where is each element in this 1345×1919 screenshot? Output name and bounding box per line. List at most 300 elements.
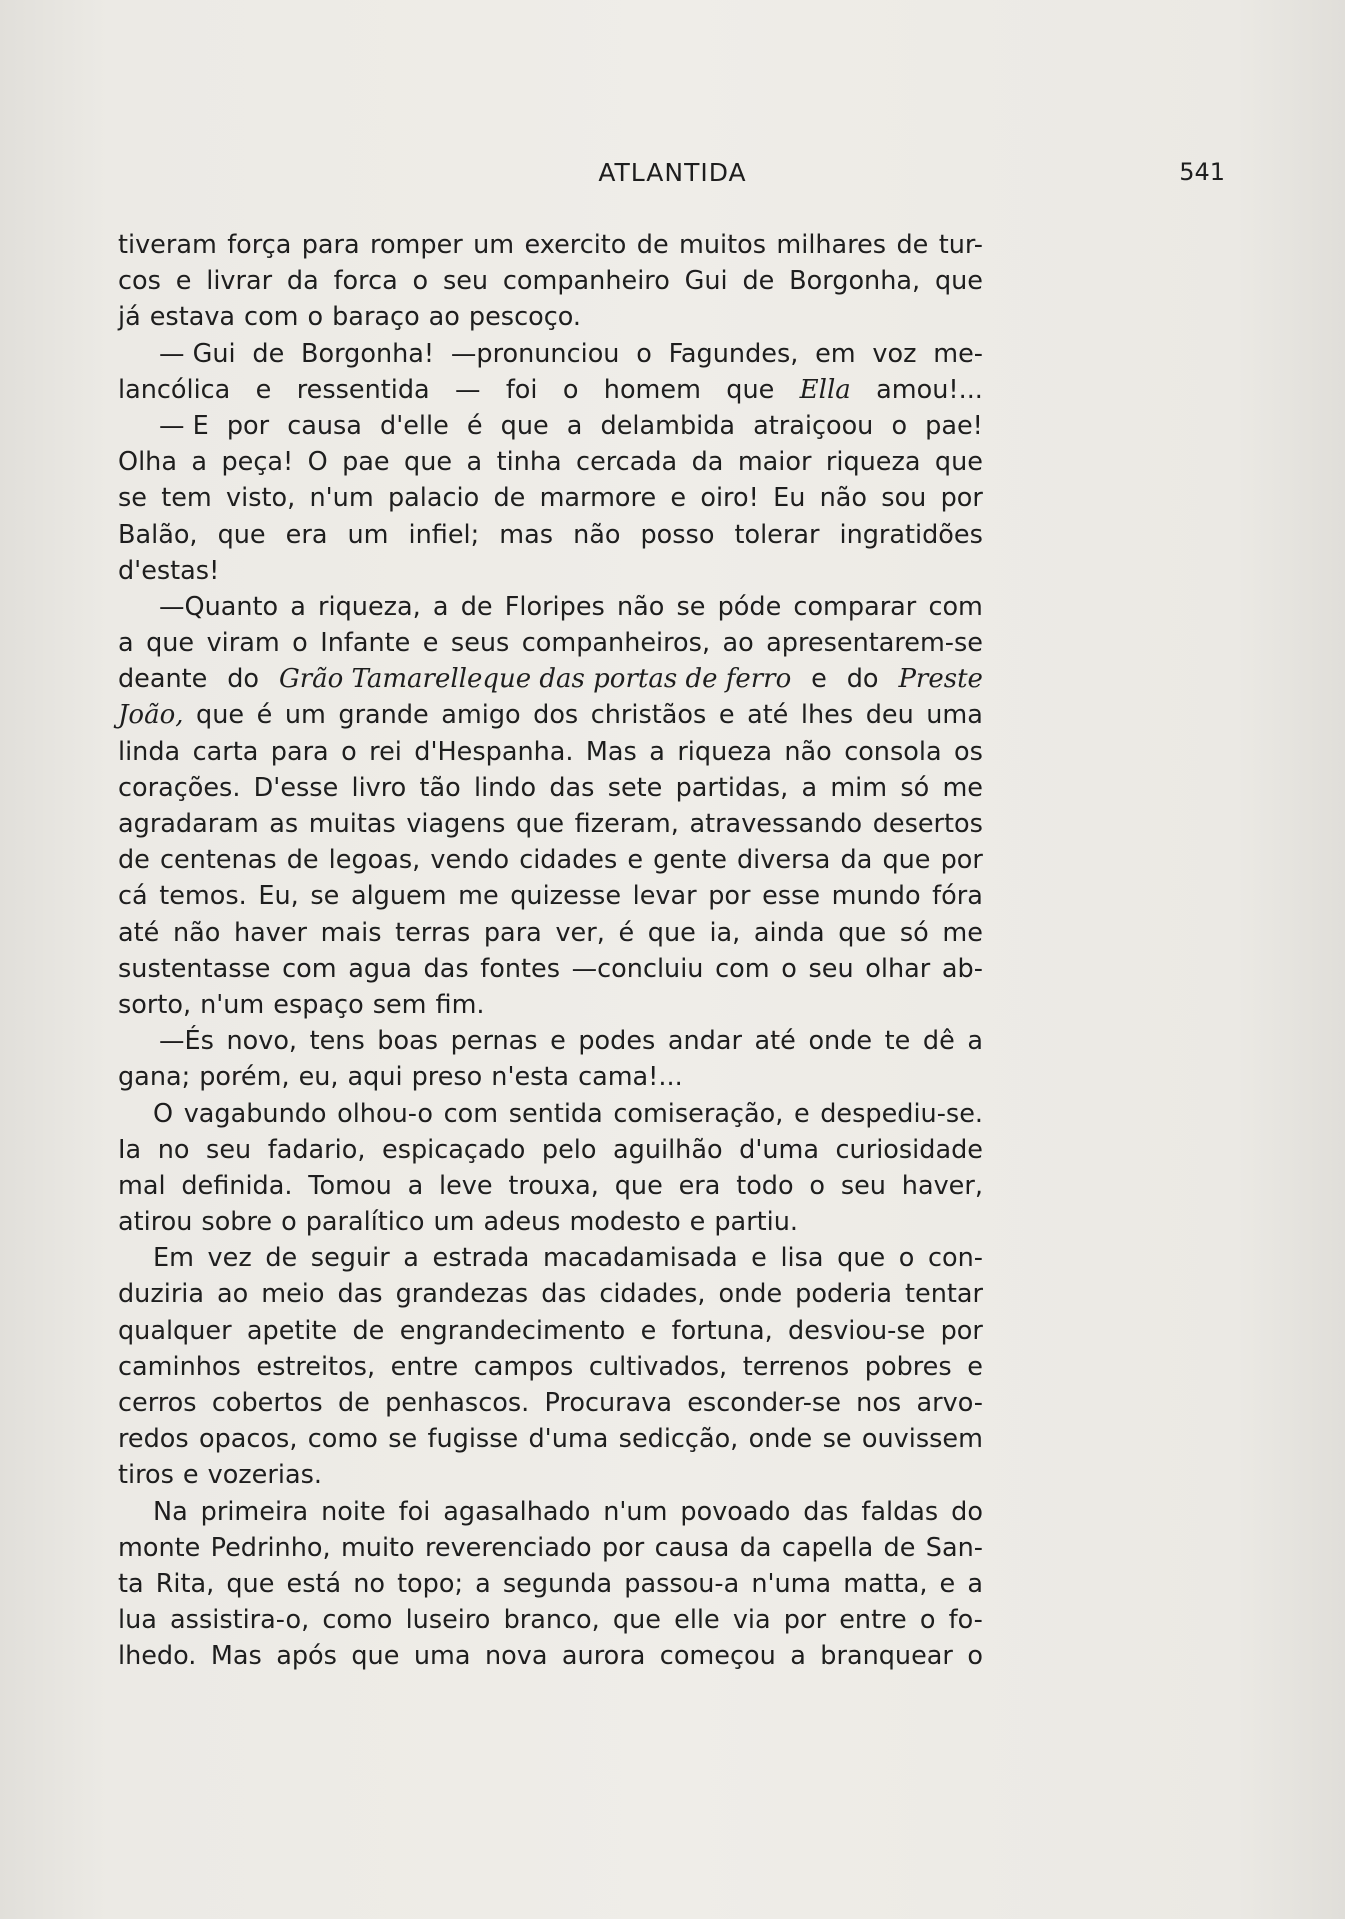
word: comparar (793, 591, 917, 622)
word: me (458, 881, 499, 912)
word: boas (377, 1026, 438, 1057)
word: visto, (226, 483, 296, 514)
word: penhascos. (385, 1388, 530, 1418)
word: esse (762, 881, 821, 912)
word: a (118, 628, 134, 659)
word: que (838, 917, 887, 948)
word (118, 1096, 173, 1132)
text-line (118, 1566, 983, 1602)
word: mas (499, 519, 554, 550)
word: muitos (679, 230, 767, 260)
text-line (118, 1132, 983, 1168)
word: olhou-o (337, 1098, 434, 1129)
word: por (226, 410, 270, 441)
word: que (516, 809, 565, 839)
word: atraiçoou (753, 410, 874, 441)
word: de (265, 1243, 298, 1274)
word: mais (320, 917, 382, 948)
word: Balão, (118, 519, 198, 550)
word: entre (839, 1605, 907, 1636)
word: para (483, 917, 542, 948)
word: que (614, 1170, 663, 1201)
word: faldas (861, 1496, 939, 1527)
word: não (616, 591, 665, 622)
word: Mas (210, 1641, 262, 1672)
word: D'esse (253, 772, 339, 803)
word: desertos (872, 809, 983, 839)
word: matta, (843, 1568, 928, 1599)
word: cos (118, 266, 161, 297)
text-line (118, 480, 983, 516)
word: livro (351, 772, 407, 803)
word: o (781, 953, 797, 984)
word: fadario, (267, 1134, 366, 1165)
word: haver (233, 917, 308, 948)
word: com (443, 1098, 499, 1129)
word: preso (411, 1062, 483, 1093)
word: forca (333, 266, 398, 297)
word: o (919, 1605, 936, 1636)
word: topo; (397, 1568, 464, 1599)
word: que (934, 266, 983, 297)
word: e (550, 1026, 566, 1057)
word: podes (578, 1026, 656, 1057)
word: o (292, 628, 308, 659)
word: a (649, 736, 665, 767)
word: cama!... (578, 1062, 683, 1093)
word: de (352, 1315, 385, 1346)
word: agasalhado (443, 1496, 591, 1527)
word: é (618, 917, 635, 948)
word: seus (450, 628, 510, 659)
word: estrada (432, 1243, 530, 1274)
word: exercito (524, 230, 627, 260)
word: causa (654, 1532, 730, 1563)
word: de (286, 845, 319, 876)
word: seguir (310, 1243, 390, 1274)
word: o (412, 266, 429, 297)
word: tão (419, 772, 461, 803)
word: póde (717, 591, 782, 622)
word: já (118, 302, 141, 333)
word: me- (933, 338, 983, 369)
word: dos (533, 700, 579, 731)
word-text: O (153, 1098, 174, 1129)
word: christãos (590, 700, 707, 731)
word: da (840, 845, 873, 876)
word: se (822, 1424, 852, 1455)
word: das (803, 1496, 849, 1527)
word: legoas, (328, 845, 421, 876)
text-line (118, 987, 983, 1023)
word: por (708, 881, 751, 912)
word: gana; (118, 1062, 191, 1093)
word: com (715, 953, 770, 984)
word: voz (872, 338, 917, 369)
word: o (562, 374, 579, 405)
word: companheiros, (521, 628, 711, 659)
word: viagens (406, 809, 506, 839)
running-title: ATLANTIDA (598, 158, 747, 187)
word: n'esta (491, 1062, 570, 1093)
word: primeira (200, 1496, 309, 1527)
word: de (896, 230, 929, 260)
word: Procurava (544, 1388, 672, 1418)
word: oiro! (700, 483, 759, 514)
word: e (670, 483, 687, 514)
word: maior (737, 447, 812, 478)
word: ao (217, 1279, 249, 1310)
word: macadamisada (543, 1243, 738, 1274)
text-line (118, 589, 983, 625)
word: adeus (483, 1207, 561, 1238)
word: ouvissem (861, 1424, 983, 1455)
text-line (118, 1168, 983, 1204)
word: me (942, 917, 983, 948)
word: deante (118, 664, 208, 695)
word: despediu-se. (820, 1098, 983, 1129)
word: o (281, 1207, 297, 1238)
word: das (423, 953, 469, 984)
body-text (118, 227, 983, 1675)
word (118, 408, 209, 444)
word: por (940, 845, 983, 876)
word: arvo- (916, 1388, 983, 1418)
word: pae! (925, 410, 983, 441)
word: assistira-o, (170, 1605, 310, 1636)
word: que (882, 845, 931, 876)
word: amou!... (876, 374, 983, 405)
word: onde (808, 1026, 873, 1057)
word: leve (439, 1170, 493, 1201)
text-line (118, 299, 983, 335)
word: apetite (246, 1315, 338, 1346)
word: n'um (200, 989, 265, 1020)
word: novo, (226, 1026, 298, 1057)
word: branco, (503, 1605, 600, 1636)
word: fugisse (427, 1424, 519, 1455)
word: branquear (820, 1641, 953, 1672)
word: cerros (118, 1388, 197, 1418)
word: deu (865, 700, 914, 731)
word: não (573, 519, 621, 550)
word: gente (653, 845, 727, 876)
word: do (951, 1496, 983, 1527)
word: as (269, 809, 299, 839)
word: haver, (901, 1170, 983, 1201)
word: vagabundo (183, 1098, 327, 1129)
word: grande (338, 700, 429, 731)
word: com (244, 302, 299, 333)
word: ingratidões (839, 519, 983, 550)
word: lisa (780, 1243, 824, 1274)
word: não (784, 736, 832, 767)
word: ao (722, 628, 754, 659)
word-text: —És (159, 1026, 214, 1057)
word: uma (413, 1641, 471, 1672)
word: um (433, 1207, 475, 1238)
word: o (809, 1170, 826, 1201)
word: delambida (600, 410, 736, 441)
word: cobertos (211, 1388, 323, 1418)
text-line (118, 1204, 983, 1240)
word: ab- (941, 953, 983, 984)
word: lindo (474, 772, 537, 803)
word: agua (348, 953, 412, 984)
word: só (900, 772, 930, 803)
word: em (815, 338, 856, 369)
word: Tomou (308, 1170, 392, 1201)
word: —concluiu (571, 953, 704, 984)
word: e (689, 1207, 706, 1238)
word: luseiro (405, 1605, 491, 1636)
word: ainda (753, 917, 825, 948)
word: meio (261, 1279, 325, 1310)
word: palacio (387, 483, 480, 514)
word: o (341, 736, 357, 767)
word (118, 1494, 188, 1530)
word: é (466, 410, 483, 441)
word: esconder-se (687, 1388, 841, 1418)
word: monte (118, 1532, 201, 1563)
word: força (227, 230, 292, 260)
word: uma (926, 700, 983, 731)
word: fontes (480, 953, 560, 984)
word: corações. (118, 772, 241, 803)
word: fortuna, (671, 1315, 773, 1346)
word: Ia (118, 1134, 142, 1165)
word: está (286, 1568, 342, 1599)
word: ta (118, 1568, 144, 1599)
word: tiros (118, 1460, 174, 1491)
word: após (276, 1641, 337, 1672)
word: que (500, 410, 549, 441)
text-line (118, 661, 983, 697)
text-line (118, 372, 983, 408)
text-line (118, 1530, 983, 1566)
word: que (226, 1568, 275, 1599)
word: lancólica (118, 374, 231, 405)
word: a (407, 1170, 424, 1201)
text-line (118, 408, 983, 444)
page-number: 541 (1179, 158, 1225, 186)
word-text: Na (153, 1496, 188, 1527)
word: noite (321, 1496, 386, 1527)
word: pae (342, 447, 390, 478)
word: tiveram (118, 230, 217, 260)
text-line (118, 1023, 983, 1059)
word: seu (206, 1134, 252, 1165)
word: do (227, 664, 260, 695)
word: Borgonha! (301, 338, 435, 369)
word: comiseração, (613, 1098, 784, 1129)
word: e (422, 628, 439, 659)
word: Pedrinho, (210, 1532, 331, 1563)
text-line (118, 1385, 983, 1421)
word: e (255, 374, 272, 405)
word: cercada (576, 447, 678, 478)
word: das (337, 1279, 383, 1310)
word: d'Hespanha. (414, 736, 574, 767)
word: levar (632, 881, 697, 912)
word: partiu. (714, 1207, 799, 1238)
word: era (285, 519, 328, 550)
word: duziria (118, 1279, 205, 1310)
word: da (739, 1532, 772, 1563)
word: capella (781, 1532, 874, 1563)
word: fo- (948, 1605, 983, 1636)
word-text: — Gui (159, 338, 236, 369)
word: Grão Tamarelleque das portas de ferro (278, 664, 792, 695)
word: O (307, 447, 328, 478)
word: elle (674, 1605, 720, 1636)
word: Mas (585, 736, 637, 767)
word: por (783, 1605, 827, 1636)
word: a (967, 1568, 983, 1599)
word: eu, (298, 1062, 339, 1093)
word: poderia (795, 1279, 893, 1310)
word (118, 1023, 214, 1059)
word: tentar (905, 1279, 983, 1310)
word: um (284, 700, 326, 731)
word: onde (748, 1424, 813, 1455)
word: agradaram (118, 809, 259, 839)
word: carta (192, 736, 259, 767)
word: apresentarem-se (766, 628, 983, 659)
word: que (612, 1605, 661, 1636)
word: aurora (561, 1641, 646, 1672)
text-line (118, 444, 983, 480)
word: mal (118, 1170, 166, 1201)
word: muito (340, 1532, 415, 1563)
word: a (967, 1026, 983, 1057)
word: seu (808, 953, 854, 984)
word: baraço (332, 302, 420, 333)
word: pobres (864, 1351, 952, 1382)
word: partidas, (675, 772, 789, 803)
word: no (353, 1568, 385, 1599)
word: sem (372, 989, 427, 1020)
word: viram (206, 628, 280, 659)
word: e (640, 1315, 657, 1346)
word: de (252, 338, 285, 369)
word: para (270, 736, 329, 767)
word: riqueza (825, 447, 921, 478)
word: a (566, 410, 583, 441)
text-line (118, 517, 983, 553)
text-line (118, 263, 983, 299)
word: a (790, 1641, 806, 1672)
word: que (934, 447, 983, 478)
word: o (891, 410, 908, 441)
word: onde (718, 1279, 783, 1310)
word: e (751, 1243, 767, 1274)
word: e (793, 1098, 810, 1129)
text-line (118, 1059, 983, 1095)
word: olhar (865, 953, 931, 984)
word: opacos, (199, 1424, 298, 1455)
word-text: —Quanto (159, 591, 279, 622)
word: Floripes (504, 591, 605, 622)
word: pernas (450, 1026, 538, 1057)
word: caminhos (118, 1351, 241, 1382)
word: o (636, 338, 652, 369)
word: muitas (308, 809, 396, 839)
word: peça! (221, 447, 294, 478)
word: San- (925, 1532, 983, 1563)
word: terrenos (742, 1351, 850, 1382)
word: até (747, 700, 789, 731)
word: estreitos, (256, 1351, 376, 1382)
word: de (118, 845, 150, 876)
word: via (732, 1605, 771, 1636)
word: a (801, 772, 818, 803)
text-line (118, 553, 983, 589)
word: se (310, 881, 340, 912)
word: campos (473, 1351, 574, 1382)
word: a (432, 591, 449, 622)
text-line (118, 951, 983, 987)
word: riqueza, (318, 591, 421, 622)
word: da (286, 266, 319, 297)
word: que (146, 628, 195, 659)
word: fim. (435, 989, 485, 1020)
word: para (301, 230, 360, 260)
text-line (118, 625, 983, 661)
text-line (118, 697, 983, 733)
word: atravessando (689, 809, 863, 839)
word: foi (505, 374, 538, 405)
word: n'um (309, 483, 374, 514)
word: e (967, 1351, 983, 1382)
word: romper (370, 230, 463, 260)
word: por (940, 1315, 983, 1346)
word: não (172, 917, 221, 948)
word: seu (840, 1170, 886, 1201)
word: vez (207, 1243, 252, 1274)
word: Eu, (258, 881, 299, 912)
word: como (322, 1605, 393, 1636)
word: se (676, 591, 706, 622)
word: infiel; (408, 519, 480, 550)
word: de (883, 1532, 916, 1563)
word: terras (395, 917, 471, 948)
word: das (541, 1279, 587, 1310)
word: modesto (569, 1207, 681, 1238)
word: me (942, 772, 983, 803)
word: a (290, 591, 306, 622)
word: de (337, 1388, 370, 1418)
word: cidades (519, 845, 618, 876)
word: sou (881, 483, 927, 514)
word: d'estas! (118, 555, 220, 586)
word: fóra (932, 881, 983, 912)
word: como (307, 1424, 378, 1455)
word: linda (118, 736, 181, 767)
word: cá (118, 881, 148, 912)
word: com (928, 591, 983, 622)
word: que (196, 700, 245, 731)
word: posso (640, 519, 715, 550)
word: n'um (603, 1496, 668, 1527)
word: por (940, 483, 983, 514)
word: tem (161, 483, 212, 514)
word: tur- (938, 230, 983, 260)
running-head (120, 158, 1225, 196)
word: definida. (181, 1170, 293, 1201)
word: de (460, 591, 493, 622)
word: ver, (555, 917, 605, 948)
